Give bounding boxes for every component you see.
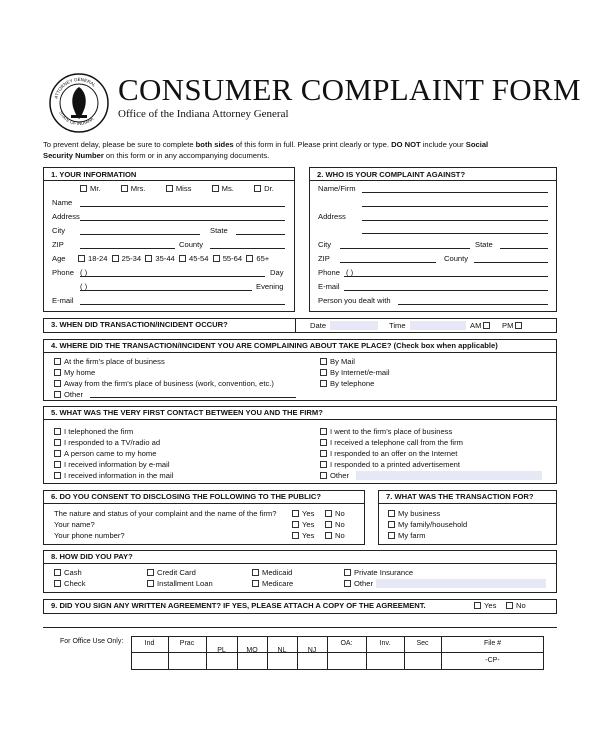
place-by-internet[interactable]: By Internet/e-mail bbox=[320, 368, 390, 378]
age-options bbox=[78, 254, 269, 264]
office-ind: Ind bbox=[144, 640, 155, 647]
intro-line-1: To prevent delay, please be sure to complete both sides of this form in full. Please print clearly or type. DO NOT include your Social bbox=[43, 140, 489, 149]
firm-address-label: Address bbox=[318, 212, 346, 221]
firm-name-field[interactable] bbox=[362, 185, 548, 193]
place-other-field[interactable] bbox=[90, 390, 296, 398]
contact-printed-ad[interactable]: I responded to a printed advertisement bbox=[320, 460, 460, 470]
office-inv: Inv. bbox=[379, 640, 391, 647]
contact-mail-info[interactable]: I received information in the mail bbox=[54, 471, 173, 481]
contact-received-call[interactable]: I received a telephone call from the firm bbox=[320, 438, 463, 448]
phone-day-area: ( ) bbox=[80, 268, 88, 277]
pay-medicare[interactable]: Medicare bbox=[252, 579, 293, 589]
svg-text:ATTORNEY GENERAL: ATTORNEY GENERAL bbox=[53, 76, 97, 100]
contact-other[interactable]: Other bbox=[320, 471, 349, 481]
firm-name-label: Name/Firm bbox=[318, 184, 356, 193]
firm-email-label: E-mail bbox=[318, 282, 340, 291]
time-field[interactable] bbox=[410, 321, 466, 330]
phone-evening-area: ( ) bbox=[80, 282, 88, 291]
firm-name-field-2[interactable] bbox=[362, 199, 548, 207]
pay-cash[interactable]: Cash bbox=[54, 568, 82, 578]
salutation-dr[interactable]: Dr. bbox=[254, 184, 274, 193]
am-option[interactable]: AM bbox=[470, 321, 493, 331]
pay-credit-card[interactable]: Credit Card bbox=[147, 568, 196, 578]
contact-internet-offer[interactable]: I responded to an offer on the Internet bbox=[320, 449, 457, 459]
firm-city-label: City bbox=[318, 240, 332, 249]
firm-state-label: State bbox=[475, 240, 493, 249]
pay-other[interactable]: Other bbox=[344, 579, 373, 589]
agreement-yes[interactable]: Yes bbox=[474, 601, 496, 611]
consent-q2-no[interactable]: No bbox=[325, 520, 345, 530]
firm-phone-label: Phone bbox=[318, 268, 340, 277]
pay-check[interactable]: Check bbox=[54, 579, 86, 589]
salutation-miss[interactable]: Miss bbox=[166, 184, 192, 193]
section-4-title: 4. WHERE DID THE TRANSACTION/INCIDENT YOU ARE COMPLAINING ABOUT TAKE PLACE? (Check box when applicable) bbox=[51, 341, 498, 350]
pay-private-insurance[interactable]: Private Insurance bbox=[344, 568, 413, 578]
office-prac: Prac bbox=[179, 640, 195, 647]
email-field[interactable] bbox=[80, 297, 285, 305]
office-sec: Sec bbox=[416, 640, 429, 647]
date-field[interactable] bbox=[330, 321, 378, 330]
svg-text:STATE OF INDIANA: STATE OF INDIANA bbox=[58, 110, 95, 127]
pm-option[interactable]: PM bbox=[502, 321, 525, 331]
address-field[interactable] bbox=[80, 213, 285, 221]
firm-state-field[interactable] bbox=[500, 241, 548, 249]
contact-telephoned[interactable]: I telephoned the firm bbox=[54, 427, 133, 437]
place-other[interactable]: Other bbox=[54, 390, 83, 400]
office-file: File # bbox=[483, 640, 502, 647]
section-2-title: 2. WHO IS YOUR COMPLAINT AGAINST? bbox=[317, 170, 466, 179]
office-oa: OA: bbox=[340, 640, 353, 647]
form-subtitle: Office of the Indiana Attorney General bbox=[118, 108, 289, 120]
firm-phone-area: ( ) bbox=[346, 268, 354, 277]
transaction-family[interactable]: My family/household bbox=[388, 520, 467, 530]
person-dealt-label: Person you dealt with bbox=[318, 296, 391, 305]
city-label: City bbox=[52, 226, 66, 235]
salutation-mrs[interactable]: Mrs. bbox=[121, 184, 146, 193]
firm-zip-field[interactable] bbox=[340, 255, 436, 263]
county-label: County bbox=[179, 240, 204, 249]
section-1-title: 1. YOUR INFORMATION bbox=[51, 170, 137, 179]
age-25-34[interactable]: 25-34 bbox=[112, 254, 141, 263]
zip-label: ZIP bbox=[52, 240, 64, 249]
evening-label: Evening bbox=[256, 282, 284, 291]
contact-email-info[interactable]: I received information by e-mail bbox=[54, 460, 170, 470]
age-35-44[interactable]: 35-44 bbox=[145, 254, 174, 263]
agreement-no[interactable]: No bbox=[506, 601, 526, 611]
section-9-title: 9. DID YOU SIGN ANY WRITTEN AGREEMENT? IF YES, PLEASE ATTACH A COPY OF THE AGREEMENT. bbox=[51, 601, 426, 610]
day-label: Day bbox=[270, 268, 284, 277]
firm-email-field[interactable] bbox=[344, 283, 548, 291]
consent-q2-yes[interactable]: Yes bbox=[292, 520, 314, 530]
intro-line-2: Security Number on this form or in any accompanying documents. bbox=[43, 151, 270, 160]
place-by-mail[interactable]: By Mail bbox=[320, 357, 355, 367]
state-label: State bbox=[210, 226, 228, 235]
phone-evening-field[interactable] bbox=[80, 283, 252, 291]
pay-other-field[interactable] bbox=[376, 579, 546, 588]
section-5-title: 5. WHAT WAS THE VERY FIRST CONTACT BETWEEN YOU AND THE FIRM? bbox=[51, 408, 323, 417]
age-18-24[interactable]: 18-24 bbox=[78, 254, 107, 263]
person-dealt-field[interactable] bbox=[398, 297, 548, 305]
consent-q1-label: The nature and status of your complaint and the name of the firm? bbox=[54, 509, 277, 518]
state-field[interactable] bbox=[236, 227, 285, 235]
consent-q3-label: Your phone number? bbox=[54, 531, 125, 540]
pay-installment-loan[interactable]: Installment Loan bbox=[147, 579, 213, 589]
place-firm-business[interactable]: At the firm’s place of business bbox=[54, 357, 165, 367]
office-nl: NL bbox=[277, 647, 287, 654]
section-7-title: 7. WHAT WAS THE TRANSACTION FOR? bbox=[386, 492, 534, 501]
form-title: CONSUMER COMPLAINT FORM bbox=[118, 72, 581, 107]
contact-other-field[interactable] bbox=[356, 471, 542, 480]
name-label: Name bbox=[52, 198, 73, 207]
salutation-ms[interactable]: Ms. bbox=[212, 184, 234, 193]
salutation-mr[interactable]: Mr. bbox=[80, 184, 101, 193]
firm-zip-label: ZIP bbox=[318, 254, 330, 263]
section-8-title: 8. HOW DID YOU PAY? bbox=[51, 552, 133, 561]
consent-q2-label: Your name? bbox=[54, 520, 95, 529]
firm-city-field[interactable] bbox=[340, 241, 470, 249]
transaction-farm[interactable]: My farm bbox=[388, 531, 425, 541]
phone-day-field[interactable] bbox=[80, 269, 265, 277]
consent-q1-yes[interactable]: Yes bbox=[292, 509, 314, 519]
age-65-plus[interactable]: 65+ bbox=[246, 254, 269, 263]
office-pl: PL bbox=[217, 647, 226, 654]
age-45-54[interactable]: 45-54 bbox=[179, 254, 208, 263]
consent-q3-yes[interactable]: Yes bbox=[292, 531, 314, 541]
office-mo: MO bbox=[246, 647, 258, 654]
city-field[interactable] bbox=[80, 227, 200, 235]
consent-q3-no[interactable]: No bbox=[325, 531, 345, 541]
pay-medicaid[interactable]: Medicaid bbox=[252, 568, 292, 578]
place-by-telephone[interactable]: By telephone bbox=[320, 379, 374, 389]
contact-tv-ad[interactable]: I responded to a TV/radio ad bbox=[54, 438, 160, 448]
firm-address-field-2[interactable] bbox=[362, 226, 548, 234]
county-field[interactable] bbox=[210, 241, 285, 249]
address-label: Address bbox=[52, 212, 80, 221]
firm-county-label: County bbox=[444, 254, 469, 263]
office-use-label: For Office Use Only: bbox=[60, 638, 124, 645]
name-field[interactable] bbox=[80, 199, 285, 207]
section-3-title: 3. WHEN DID TRANSACTION/INCIDENT OCCUR? bbox=[51, 320, 228, 329]
place-away[interactable]: Away from the firm’s place of business (work, convention, etc.) bbox=[54, 379, 274, 389]
office-cp: -CP- bbox=[485, 657, 500, 664]
phone-label: Phone bbox=[52, 268, 74, 277]
consent-q1-no[interactable]: No bbox=[325, 509, 345, 519]
email-label: E-mail bbox=[52, 296, 74, 305]
salutation-row bbox=[80, 184, 274, 194]
seal-icon bbox=[49, 73, 109, 133]
age-label: Age bbox=[52, 254, 66, 263]
section-6-title: 6. DO YOU CONSENT TO DISCLOSING THE FOLLOWING TO THE PUBLIC? bbox=[51, 492, 322, 501]
time-label: Time bbox=[389, 321, 406, 330]
contact-person-home[interactable]: A person came to my home bbox=[54, 449, 156, 459]
office-nj: NJ bbox=[307, 647, 317, 654]
transaction-business[interactable]: My business bbox=[388, 509, 440, 519]
firm-county-field[interactable] bbox=[474, 255, 548, 263]
contact-went-firm[interactable]: I went to the firm’s place of business bbox=[320, 427, 452, 437]
firm-phone-field[interactable] bbox=[344, 269, 548, 277]
date-label: Date bbox=[310, 321, 327, 330]
age-55-64[interactable]: 55-64 bbox=[213, 254, 242, 263]
firm-address-field[interactable] bbox=[362, 213, 548, 221]
place-my-home[interactable]: My home bbox=[54, 368, 95, 378]
zip-field[interactable] bbox=[80, 241, 175, 249]
